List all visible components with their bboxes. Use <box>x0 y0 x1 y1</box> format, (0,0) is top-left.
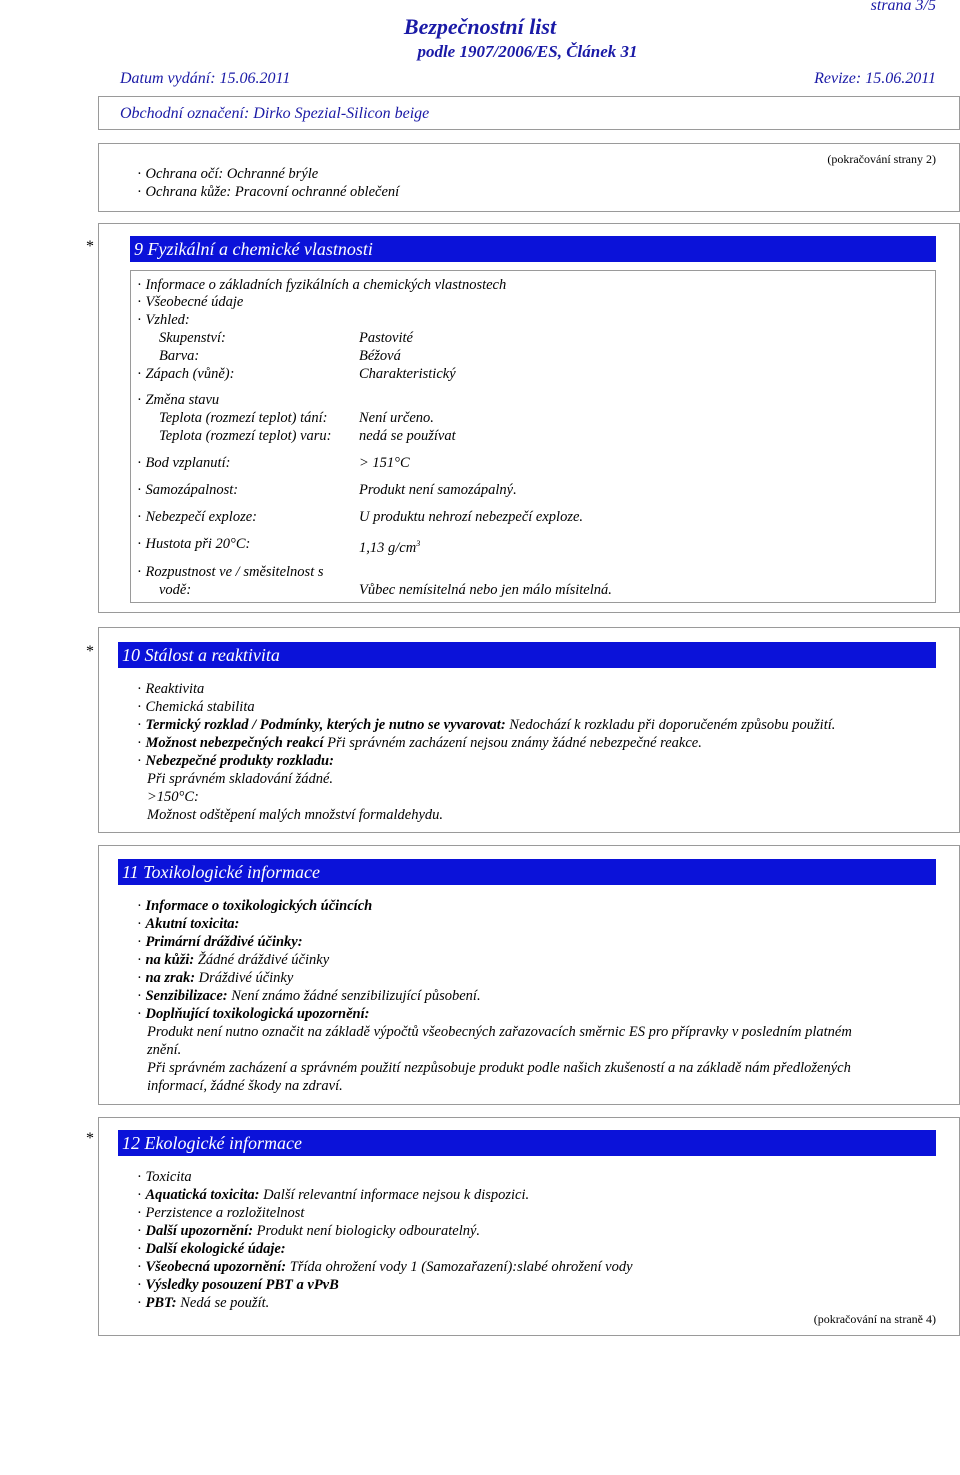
eye-protection: · Ochrana očí: Ochranné brýle <box>137 166 319 182</box>
skin-protection: · Ochrana kůže: Pracovní ochranné oblečení <box>137 184 400 200</box>
s9-color-label: Barva: <box>159 348 200 364</box>
s11-add-line2: znění. <box>147 1042 182 1058</box>
s9-explosion-label: · Nebezpečí exploze: <box>137 509 257 525</box>
section11-title: 11 Toxikologické informace <box>118 859 936 885</box>
s12-further: · Další upozornění: Produkt není biologicky odbouratelný. <box>137 1223 481 1239</box>
revision-date: Revize: 15.06.2011 <box>814 70 936 87</box>
s12-aquatic: · Aquatická toxicita: Další relevantní informace nejsou k dispozici. <box>137 1187 530 1203</box>
s9-solubility-label-2: vodě: <box>159 582 192 598</box>
section9-title: 9 Fyzikální a chemické vlastnosti <box>130 236 936 262</box>
s10-stability: · Chemická stabilita <box>137 699 255 715</box>
s10-decomposition-products: · Nebezpečné produkty rozkladu: <box>137 753 334 769</box>
continuation-note: (pokračování strany 2) <box>827 152 936 166</box>
s9-melting-value: Není určeno. <box>359 410 434 426</box>
s9-state-value: Pastovité <box>359 330 413 346</box>
section9-change-marker: * <box>86 238 94 255</box>
s9-color-value: Béžová <box>359 348 401 364</box>
s11-add-line4: informací, žádné škody na zdraví. <box>147 1078 343 1094</box>
s11-acute: · Akutní toxicita: <box>137 916 240 932</box>
s9-density-value: 1,13 $g/cm^3$ <box>359 539 421 556</box>
s9-appearance: · Vzhled: <box>137 312 190 328</box>
s10-reactivity: · Reaktivita <box>137 681 205 697</box>
s9-odour-label: · Zápach (vůně): <box>137 366 235 382</box>
s12-persistence: · Perzistence a rozložitelnost <box>137 1205 305 1221</box>
s9-state-label: Skupenství: <box>159 330 226 346</box>
s11-primary: · Primární dráždivé účinky: <box>137 934 303 950</box>
document-title: Bezpečnostní list <box>403 14 557 39</box>
s9-melting-label: Teplota (rozmezí teplot) tání: <box>159 410 328 426</box>
s11-additional: · Doplňující toxikologická upozornění: <box>137 1006 370 1022</box>
issue-date: Datum vydání: 15.06.2011 <box>120 70 291 87</box>
continued-note: (pokračování na straně 4) <box>813 1312 936 1326</box>
s9-general: · Všeobecné údaje <box>137 294 244 310</box>
s11-info: · Informace o toxikologických účincích <box>137 898 373 914</box>
s9-change-state: · Změna stavu <box>137 392 220 408</box>
s9-boiling-value: nedá se používat <box>359 428 456 444</box>
s11-sensitisation: · Senzibilizace: Není známo žádné senzibilizující působení. <box>137 988 481 1004</box>
s10-dp-line3: Možnost odštěpení malých množství formaldehydu. <box>147 807 444 823</box>
s10-hazardous-reactions: · Možnost nebezpečných reakcí Při správném zacházení nejsou známy žádné nebezpečné reakce. <box>137 735 702 751</box>
s9-density-label: · Hustota při 20°C: <box>137 536 251 552</box>
s10-decomposition: · Termický rozklad / Podmínky, kterých je nutno se vyvarovat: Nedochází k rozkladu při doporučeném způsobu použití. <box>137 717 836 733</box>
s12-eco: · Další ekologické údaje: <box>137 1241 286 1257</box>
s9-flash-value: > 151°C <box>359 455 410 471</box>
s12-toxicity: · Toxicita <box>137 1169 192 1185</box>
section10-title: 10 Stálost a reaktivita <box>118 642 936 668</box>
s12-pbt-results: · Výsledky posouzení PBT a vPvB <box>137 1277 339 1293</box>
page-number: strana 3/5 <box>870 0 936 14</box>
s10-dp-line1: Při správném skladování žádné. <box>147 771 334 787</box>
s9-solubility-label: · Rozpustnost ve / směsitelnost s <box>137 564 324 580</box>
section12-title: 12 Ekologické informace <box>118 1130 936 1156</box>
product-name: Obchodní označení: Dirko Spezial-Silicon beige <box>120 105 430 122</box>
s11-eye: · na zrak: Dráždivé účinky <box>137 970 294 986</box>
s9-info: · Informace o základních fyzikálních a chemických vlastnostech <box>137 277 507 293</box>
s9-selfign-value: Produkt není samozápalný. <box>359 482 517 498</box>
s9-flash-label: · Bod vzplanutí: <box>137 455 231 471</box>
s11-skin: · na kůži: Žádné dráždivé účinky <box>137 952 330 968</box>
s9-selfign-label: · Samozápalnost: <box>137 482 239 498</box>
s10-dp-line2: >150°C: <box>147 789 199 805</box>
s11-add-line1: Produkt není nutno označit na základě výpočtů všeobecných zařazovacích směrnic ES pro přípravky v posledním platném <box>147 1024 852 1040</box>
s9-solubility-value: Vůbec nemísitelná nebo jen málo mísitelná. <box>359 582 612 598</box>
s12-pbt: · PBT: Nedá se použít. <box>137 1295 270 1311</box>
section12-change-marker: * <box>86 1130 94 1147</box>
s9-boiling-label: Teplota (rozmezí teplot) varu: <box>159 428 332 444</box>
document-subtitle: podle 1907/2006/ES, Článek 31 <box>417 42 638 61</box>
s9-explosion-value: U produktu nehrozí nebezpečí exploze. <box>359 509 584 525</box>
s9-odour-value: Charakteristický <box>359 366 456 382</box>
section10-change-marker: * <box>86 643 94 660</box>
s12-general: · Všeobecná upozornění: Třída ohrožení vody 1 (Samozařazení):slabé ohrožení vody <box>137 1259 633 1275</box>
s11-add-line3: Při správném zacházení a správném použití nezpůsobuje produkt podle našich zkušeností a na základě nám předložených <box>147 1060 851 1076</box>
